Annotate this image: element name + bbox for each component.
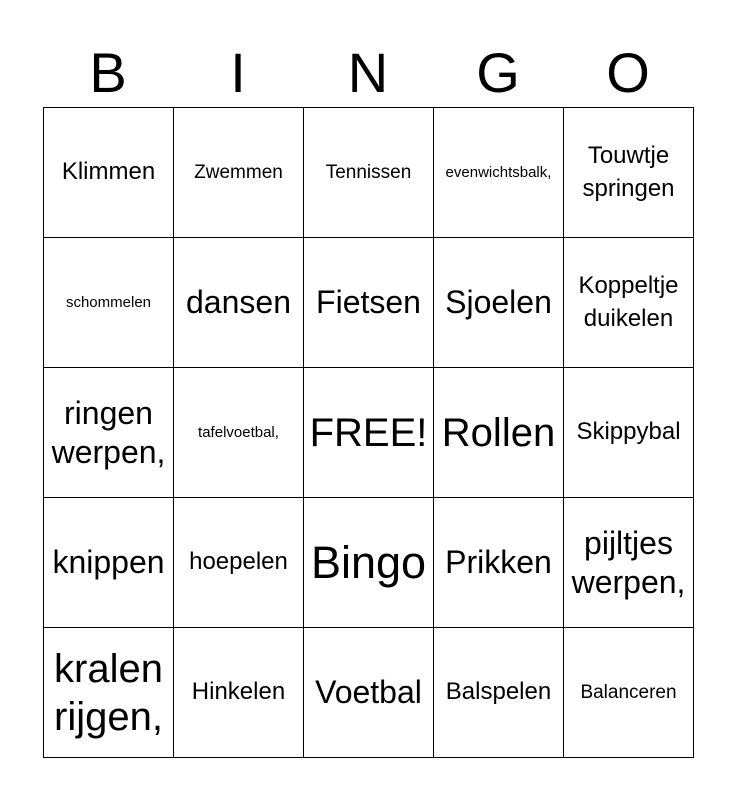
bingo-cell[interactable] [304,108,434,238]
bingo-cell[interactable] [174,108,304,238]
bingo-cell[interactable] [44,368,174,498]
cell-text: Skippybal [576,418,681,446]
cell-text: tafelvoetbal, [198,424,279,441]
cell-text: Balspelen [445,678,552,706]
cell-text: Balanceren [580,681,677,703]
bingo-header [43,42,693,104]
bingo-cell[interactable] [174,238,304,368]
header-letter-g: G [476,41,520,104]
cell-text: Fietsen [316,284,421,321]
bingo-cell[interactable] [434,368,564,498]
cell-text: Zwemmen [194,161,283,183]
bingo-cell[interactable] [434,498,564,628]
cell-text: Touwtje springen [582,142,675,202]
bingo-cell[interactable] [304,628,434,758]
cell-text: Bingo [310,536,427,588]
cell-text: ringen werpen, [51,395,166,470]
cell-text: evenwichtsbalk, [445,164,552,181]
bingo-cell[interactable] [304,498,434,628]
cell-text: dansen [186,284,291,321]
bingo-cell[interactable] [44,238,174,368]
bingo-cell[interactable] [174,628,304,758]
cell-text: knippen [52,544,165,581]
bingo-cell[interactable] [44,628,174,758]
cell-text: kralen rijgen, [54,646,163,739]
cell-text: Hinkelen [191,678,286,706]
bingo-cell[interactable] [44,108,174,238]
bingo-cell[interactable] [44,498,174,628]
cell-text: Rollen [441,410,556,455]
bingo-cell[interactable] [564,238,694,368]
cell-text: pijltjes werpen, [571,525,686,600]
bingo-cell[interactable] [564,108,694,238]
bingo-cell[interactable] [564,368,694,498]
bingo-cell[interactable] [174,368,304,498]
bingo-cell[interactable] [564,628,694,758]
board-row [44,628,694,758]
cell-text: schommelen [65,294,152,311]
header-letter-n: N [347,41,389,104]
cell-text: FREE! [309,410,428,455]
board-row [44,238,694,368]
bingo-cell[interactable] [434,238,564,368]
board-row [44,368,694,498]
bingo-cell[interactable] [174,498,304,628]
cell-text: Voetbal [315,674,422,711]
board-row [44,108,694,238]
cell-text: Tennissen [325,161,412,183]
header-letter-o: O [606,41,650,104]
bingo-cell[interactable] [434,628,564,758]
bingo-cell[interactable] [434,108,564,238]
board-row [44,498,694,628]
header-letter-i: I [230,41,246,104]
bingo-board [43,107,694,758]
cell-text: hoepelen [189,548,288,576]
cell-text: Koppeltje duikelen [578,272,679,332]
cell-text: Sjoelen [445,284,552,321]
bingo-cell[interactable] [304,238,434,368]
free-cell[interactable] [304,368,434,498]
bingo-cell[interactable] [564,498,694,628]
cell-text: Klimmen [61,158,156,186]
header-letter-b: B [89,41,127,104]
cell-text: Prikken [445,544,552,581]
